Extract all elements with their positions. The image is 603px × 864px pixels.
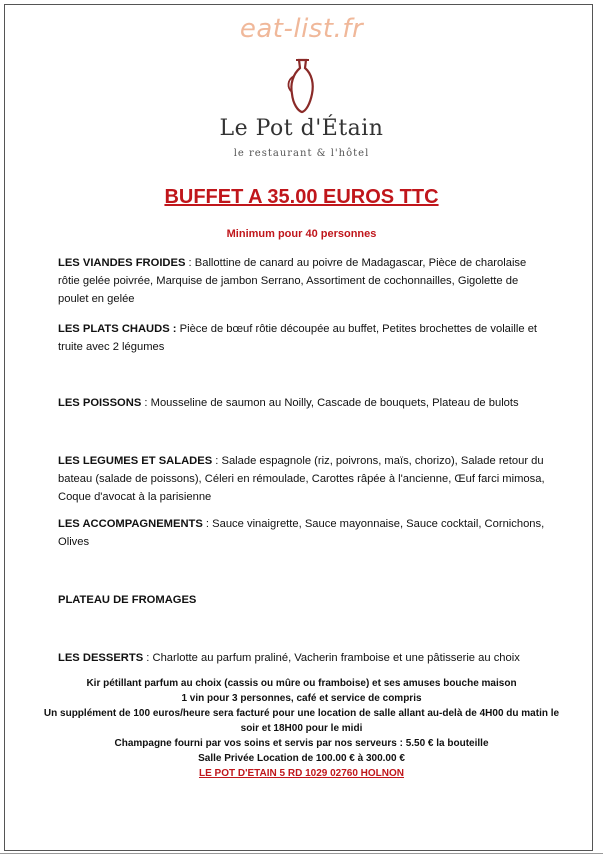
- section-fromages: [58, 591, 548, 609]
- section-heading: LES POISSONS: [58, 397, 142, 409]
- section-text: Pièce de bœuf rôtie découpée au buffet, Petites brochettes de volaille et truite avec 2 légumes: [58, 323, 538, 353]
- page-subtitle: Minimum pour 40 personnes: [226, 228, 377, 240]
- bottom-divider: [0, 853, 603, 854]
- section-accompagnements: [58, 515, 548, 551]
- section-heading: PLATEAU DE FROMAGES: [58, 594, 197, 606]
- watermark: eat-list.fr: [239, 14, 364, 44]
- section-heading: LES VIANDES FROIDES: [58, 257, 186, 269]
- section-heading: LES LEGUMES ET SALADES: [58, 455, 213, 467]
- section-heading: LES PLATS CHAUDS :: [58, 323, 177, 335]
- footer-line: 1 vin pour 3 personnes, café et service de compris: [181, 693, 422, 704]
- page-title: BUFFET A 35.00 EUROS TTC: [164, 186, 439, 208]
- footer-line: Salle Privée Location de 100.00 € à 300.00 €: [198, 753, 405, 764]
- section-text: : Salade espagnole (riz, poivrons, maïs, chorizo), Salade retour du bateau (salade de poissons), Céleri en rémoulade, Carottes râpée à l'ancienne, Œuf farci mimosa, Coque d'avocat à la parisienne: [58, 455, 545, 503]
- footer-line: Kir pétillant parfum au choix (cassis ou mûre ou framboise) et ses amuses bouche maison: [86, 678, 517, 689]
- section-plats-chauds: [58, 320, 548, 356]
- footer-address: LE POT D'ETAIN 5 RD 1029 02760 HOLNON: [198, 768, 405, 779]
- section-text: : Ballottine de canard au poivre de Madagascar, Pièce de charolaise rôtie gelée poivrée, Marquise de jambon Serrano, Assortiment de cochonnailles, Gigolette de poulet en gelée: [58, 257, 527, 305]
- section-viandes-froides: [58, 254, 548, 308]
- logo: [0, 56, 603, 116]
- section-text: : Mousseline de saumon au Noilly, Cascade de bouquets, Plateau de bulots: [141, 397, 519, 409]
- footer-line: Champagne fourni par vos soins et servis par nos serveurs : 5.50 € la bouteille: [114, 738, 489, 749]
- section-desserts: [58, 649, 548, 667]
- section-text: : Charlotte au parfum praliné, Vacherin framboise et une pâtisserie au choix: [143, 652, 520, 664]
- section-poissons: [58, 394, 548, 412]
- section-heading: LES ACCOMPAGNEMENTS: [58, 518, 203, 530]
- logo-brand: Le Pot d'Étain: [219, 116, 384, 141]
- section-heading: LES DESSERTS: [58, 652, 144, 664]
- carafe-icon: [282, 56, 322, 116]
- section-legumes-salades: [58, 452, 548, 506]
- footer-notes: [40, 676, 563, 781]
- footer-line: Un supplément de 100 euros/heure sera facturé pour une location de salle allant au-delà de 4H00 du matin le soir et 18H00 pour le midi: [43, 708, 560, 734]
- logo-tagline: le restaurant & l'hôtel: [233, 148, 370, 159]
- section-text: : Sauce vinaigrette, Sauce mayonnaise, Sauce cocktail, Cornichons, Olives: [58, 518, 545, 548]
